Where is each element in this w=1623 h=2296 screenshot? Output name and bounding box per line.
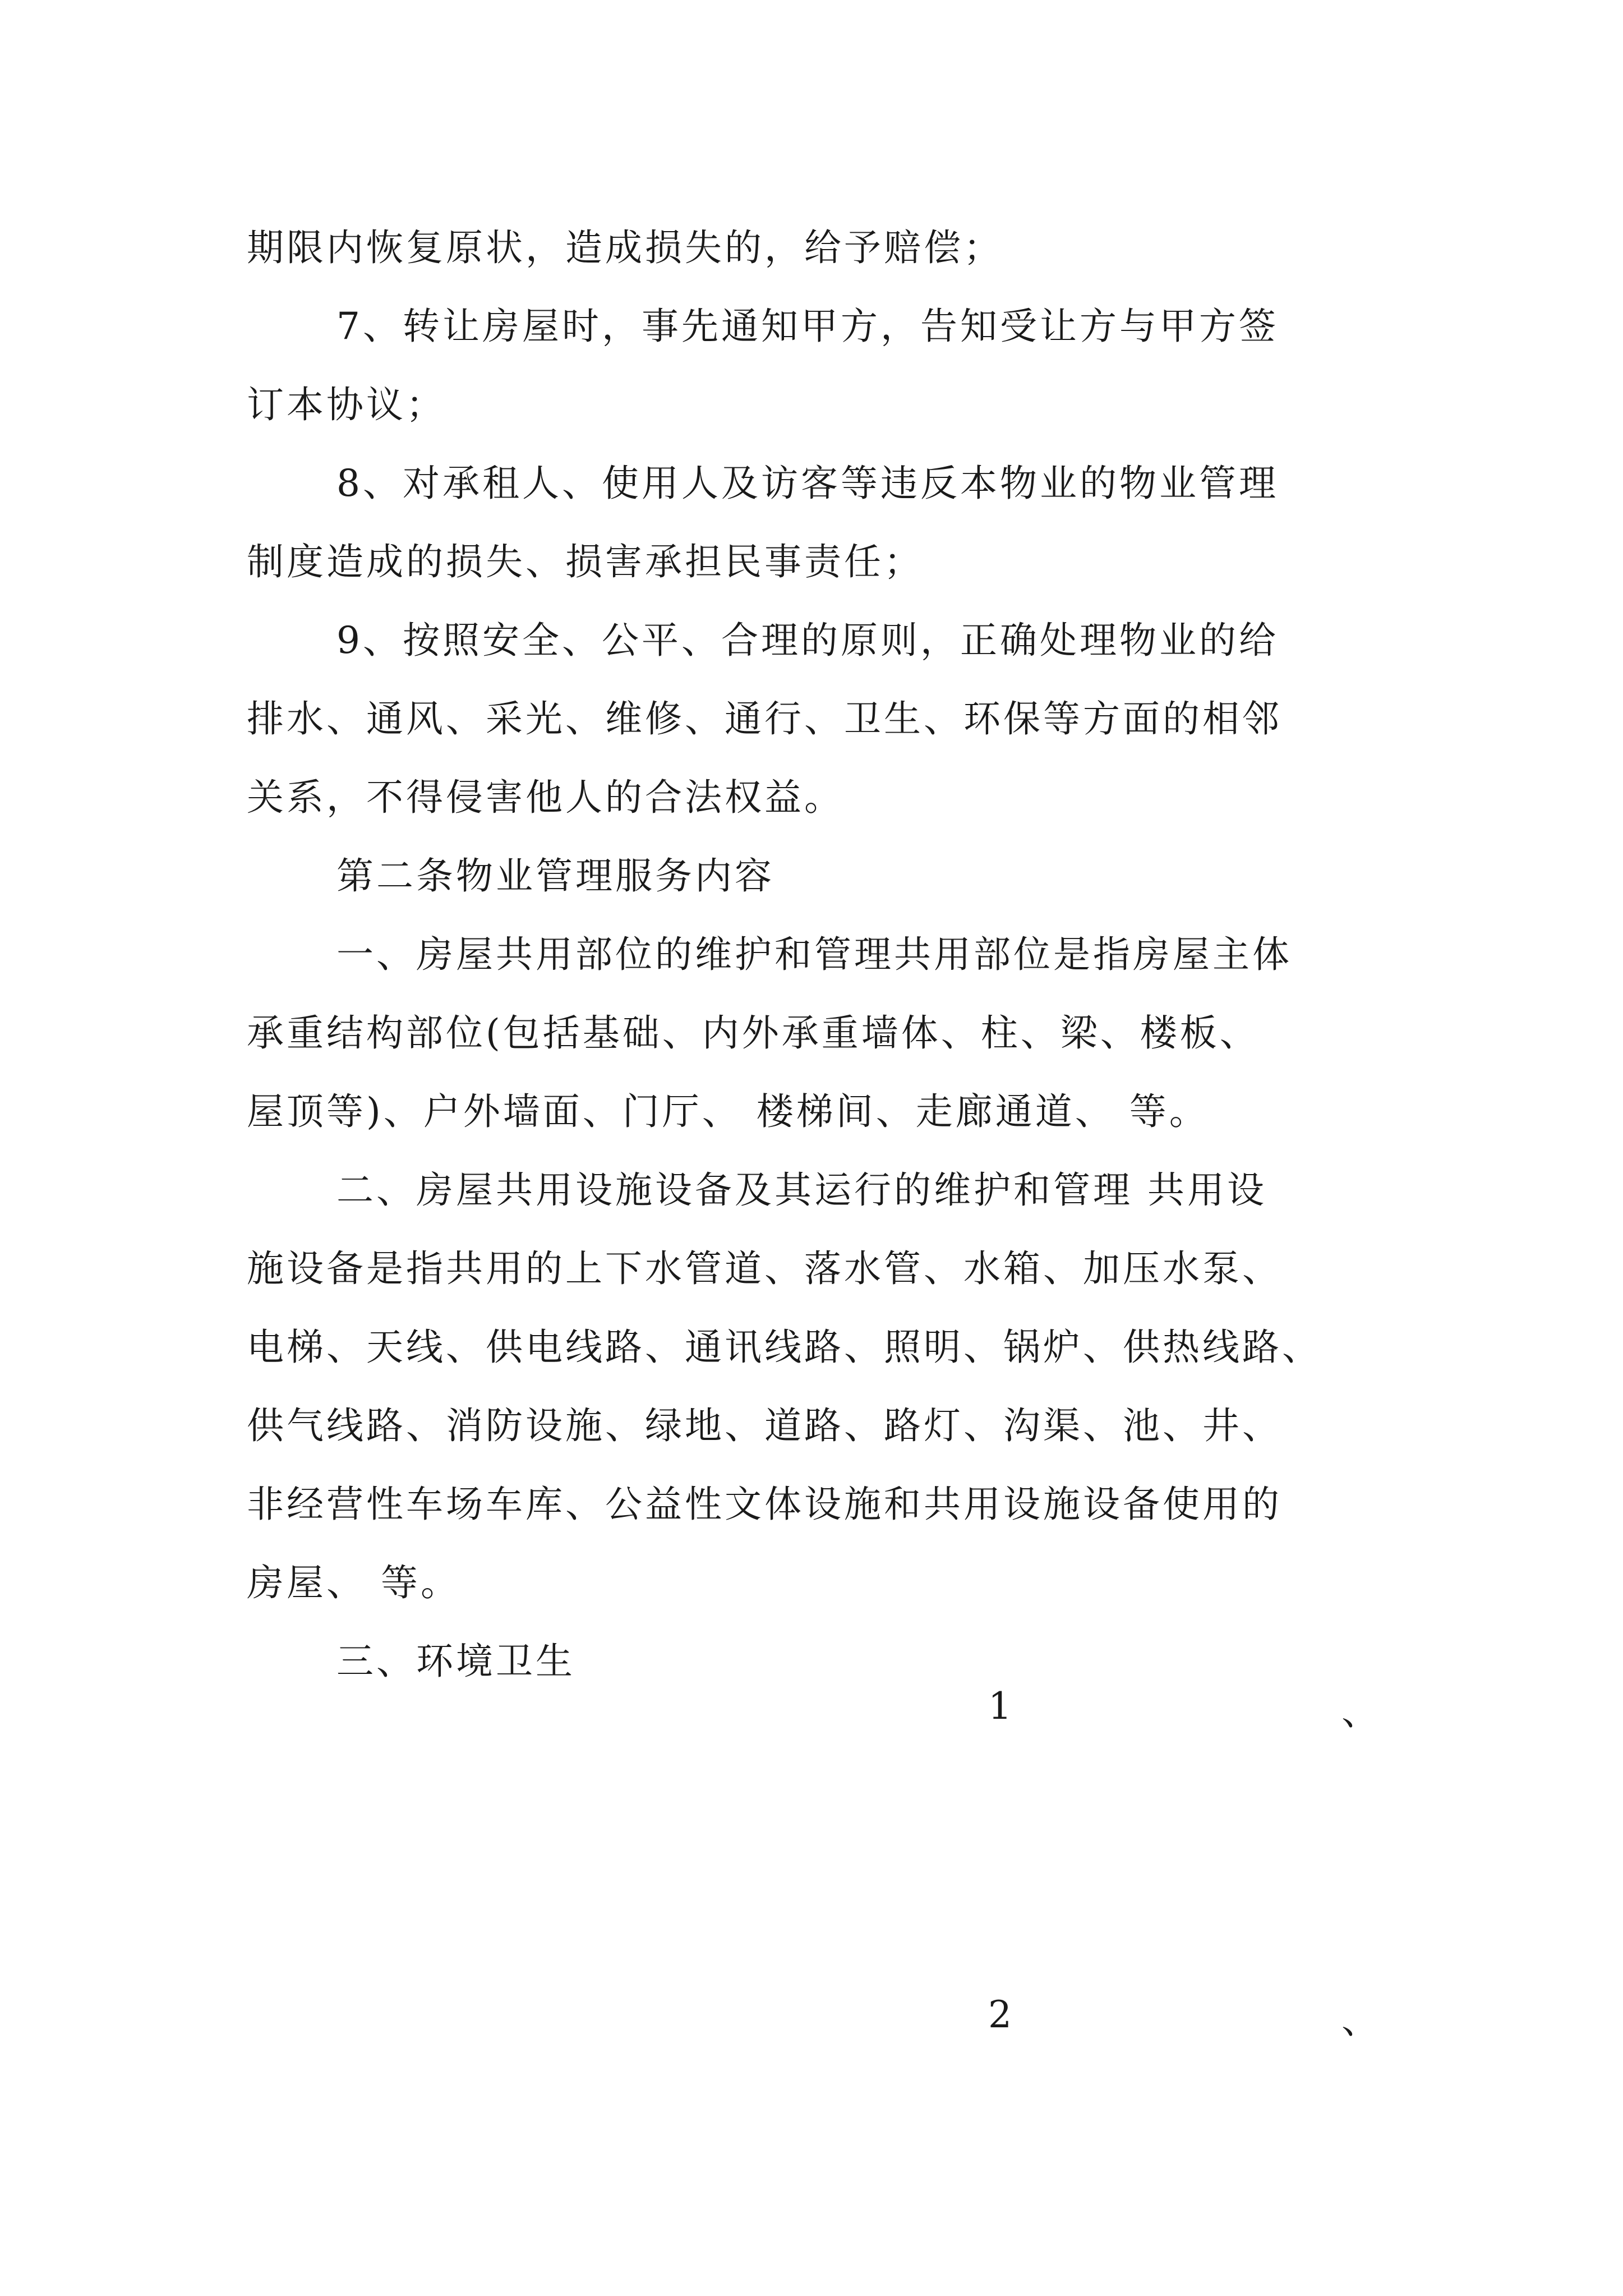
text-line: 一、房屋共用部位的维护和管理共用部位是指房屋主体 bbox=[336, 933, 1292, 976]
text-line: 房屋、 等。 bbox=[247, 1561, 460, 1604]
item-number: 1 bbox=[988, 1685, 1012, 1728]
item-mark: 、 bbox=[1341, 1999, 1378, 2042]
text-line: 二、房屋共用设施设备及其运行的维护和管理 共用设 bbox=[336, 1168, 1267, 1212]
text-line: 制度造成的损失、损害承担民事责任； bbox=[247, 540, 924, 583]
text-line: 三、环境卫生 bbox=[336, 1640, 575, 1683]
text-line: 排水、通风、采光、维修、通行、卫生、环保等方面的相邻 bbox=[247, 697, 1282, 740]
text-line: 屋顶等)、户外墙面、门厅、 楼梯间、走廊通道、 等。 bbox=[247, 1090, 1209, 1133]
item-number: 2 bbox=[988, 1993, 1012, 2036]
text-line: 7、转让房屋时，事先通知甲方，告知受让方与甲方签 bbox=[336, 305, 1279, 348]
text-line: 关系，不得侵害他人的合法权益。 bbox=[247, 776, 844, 819]
text-line: 电梯、天线、供电线路、通讯线路、照明、锅炉、供热线路、 bbox=[247, 1326, 1322, 1369]
section-heading: 第二条物业管理服务内容 bbox=[336, 854, 774, 898]
item-mark: 、 bbox=[1341, 1690, 1378, 1733]
text-line: 承重结构部位(包括基础、内外承重墙体、柱、梁、楼板、 bbox=[247, 1011, 1260, 1055]
text-line: 非经营性车场车库、公益性文体设施和共用设施设备使用的 bbox=[247, 1483, 1282, 1526]
text-line: 施设备是指共用的上下水管道、落水管、水箱、加压水泵、 bbox=[247, 1247, 1282, 1290]
text-line: 供气线路、消防设施、绿地、道路、路灯、沟渠、池、井、 bbox=[247, 1404, 1282, 1447]
text-line: 期限内恢复原状，造成损失的，给予赔偿； bbox=[247, 226, 1003, 269]
text-line: 订本协议； bbox=[247, 383, 446, 426]
text-line: 9、按照安全、公平、合理的原则，正确处理物业的给 bbox=[336, 619, 1279, 662]
text-line: 8、对承租人、使用人及访客等违反本物业的物业管理 bbox=[336, 462, 1279, 505]
